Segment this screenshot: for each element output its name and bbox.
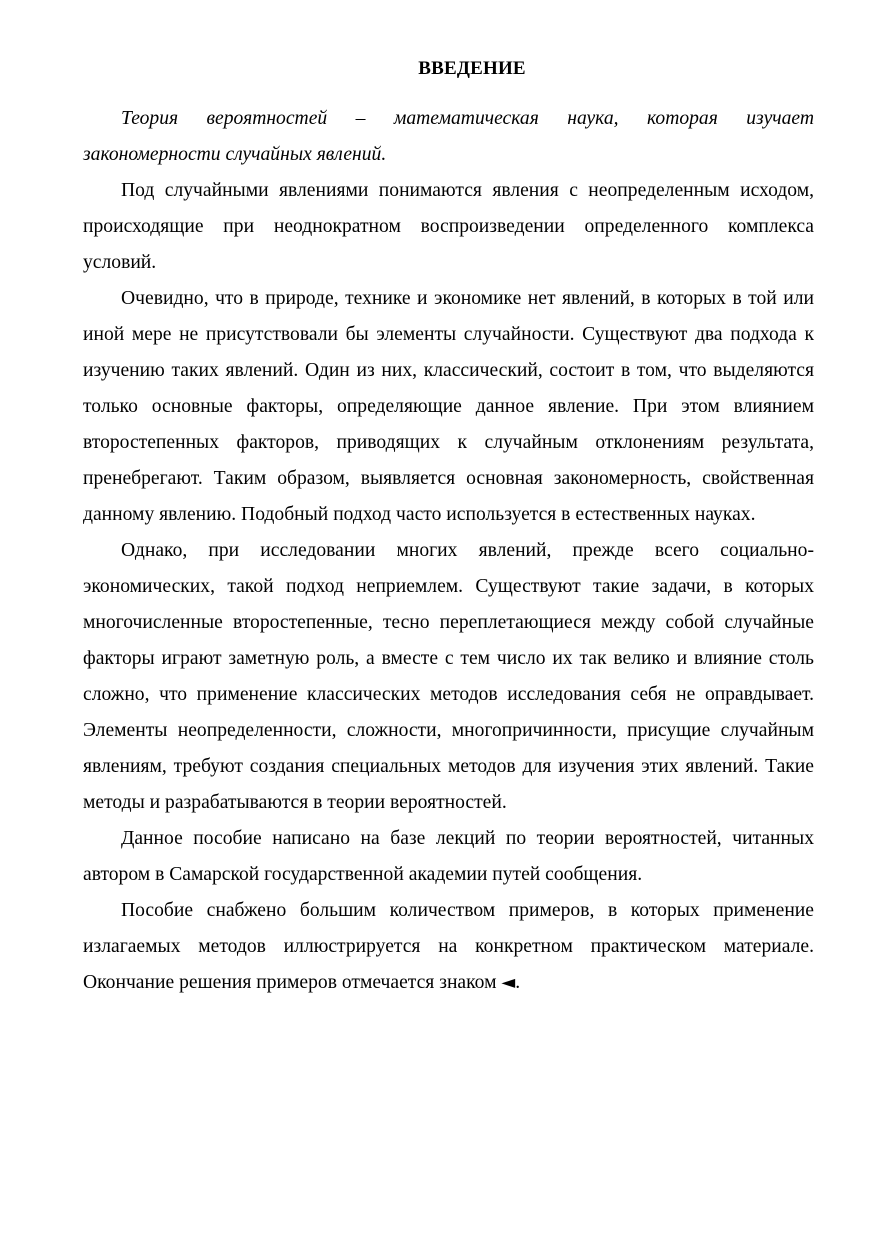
end-marker-icon: ◄: [501, 972, 516, 993]
paragraph-2: Под случайными явлениями понимаются явления с неопределенным исходом, происходящие при неоднократном воспроизведении определенного комплекса условий.: [83, 180, 814, 273]
page-title: ВВЕДЕНИЕ: [418, 58, 526, 79]
paragraph-6: [83, 893, 814, 1001]
paragraph-5: Данное пособие написано на базе лекций по теории вероятностей, читанных автором в Самарской государственной академии путей сообщения.: [83, 828, 814, 885]
paragraph-6-text: Пособие снабжено большим количеством примеров, в которых применение излагаемых методов иллюстрируется на конкретном практическом материале. Окончание решения примеров отмечается знаком: [83, 900, 814, 993]
body-text: [83, 101, 814, 1001]
end-punctuation: .: [515, 972, 521, 993]
paragraph-definition: Теория вероятностей – математическая наука, которая изучает закономерности случайных явлений.: [83, 108, 814, 165]
paragraph-3: Очевидно, что в природе, технике и экономике нет явлений, в которых в той или иной мере не присутствовали бы элементы случайности. Существуют два подхода к изучению таких явлений. Один из них, классический, состоит в том, что выделяются только основные факторы, определяющие данное явление. При этом влиянием второстепенных факторов, приводящих к случайным отклонениям результата, пренебрегают. Таким образом, выявляется основная закономерность, свойственная данному явлению. Подобный подход часто используется в естественных науках.: [83, 288, 814, 525]
paragraph-4: Однако, при исследовании многих явлений, прежде всего социально-экономических, такой подход неприемлем. Существуют такие задачи, в которых многочисленные второстепенные, тесно переплетающиеся между собой случайные факторы играют заметную роль, а вместе с тем число их так велико и влияние столь сложно, что применение классических методов исследования себя не оправдывает. Элементы неопределенности, сложности, многопричинности, присущие случайным явлениям, требуют создания специальных методов для изучения этих явлений. Такие методы и разрабатываются в теории вероятностей.: [83, 540, 814, 813]
